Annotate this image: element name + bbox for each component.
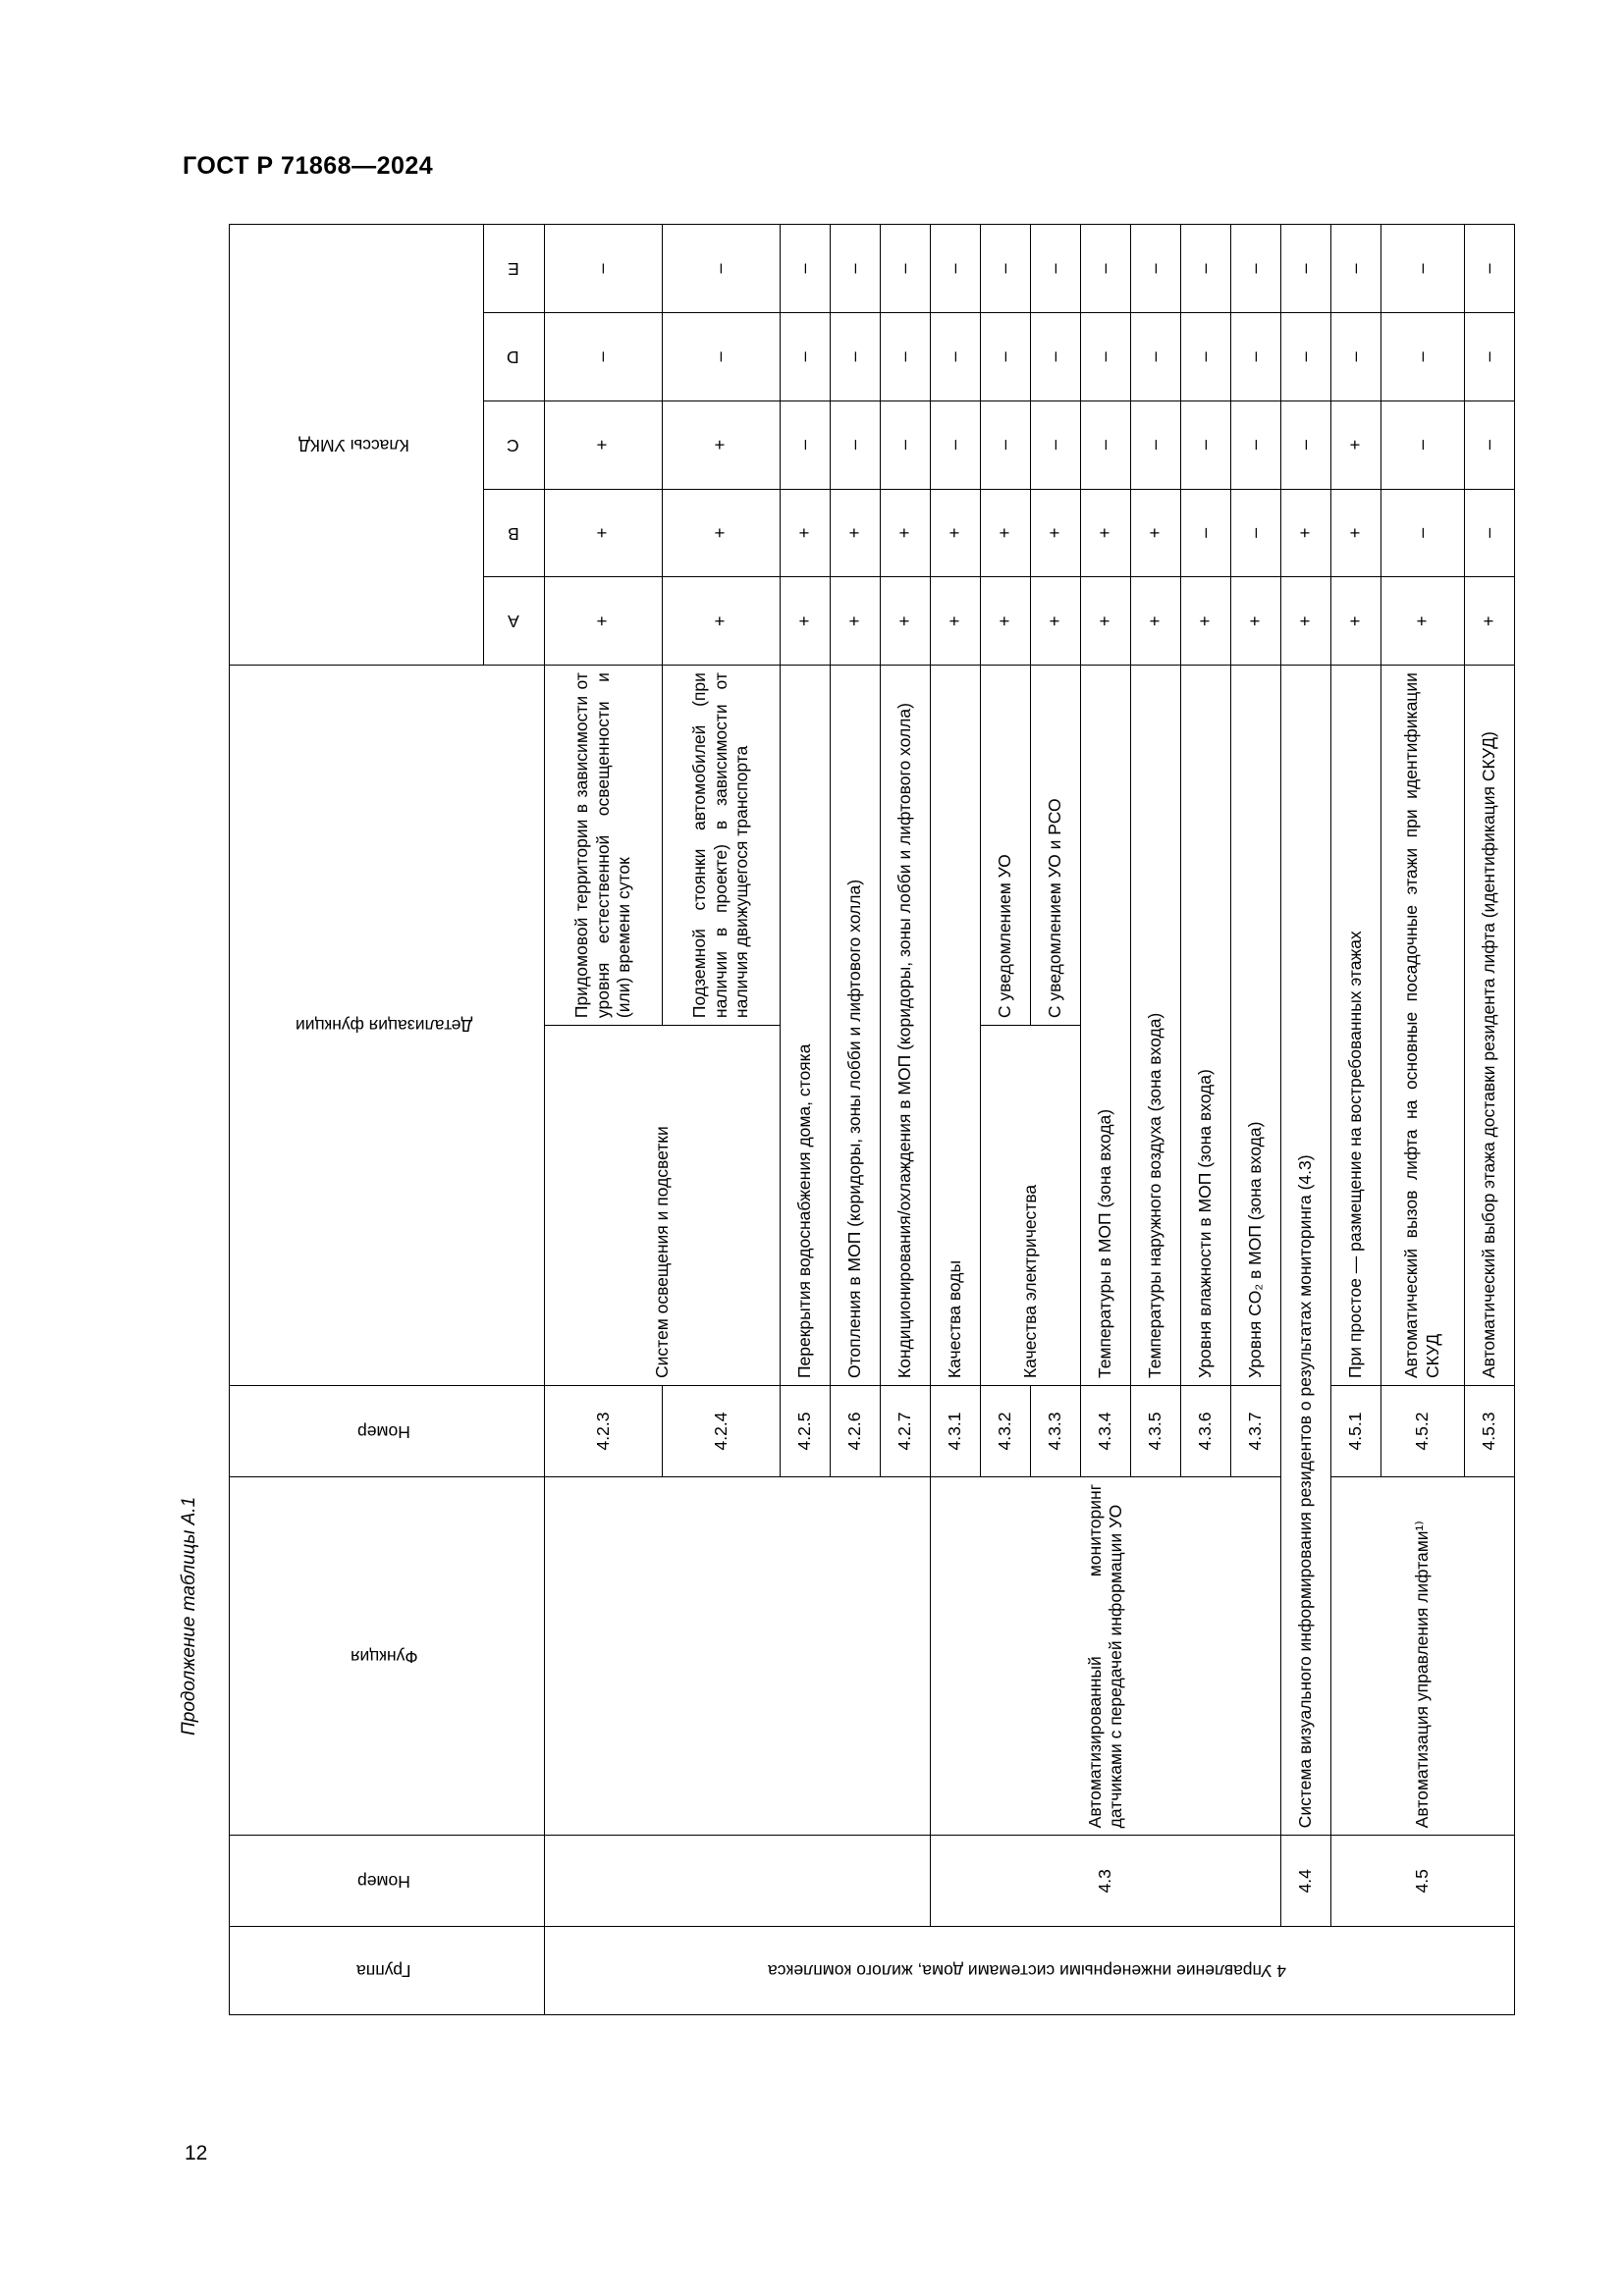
class-d-mark: –: [662, 312, 780, 400]
detail-full: Кондиционирования/охлаждения в МОП (коридоры, зоны лобби и лифтового холла): [881, 666, 931, 1386]
class-b-mark: +: [1030, 489, 1080, 577]
detail-right: Подземной стоянки автомобилей (при наличии в проекте) в зависимости от наличия движущегося транспорта: [662, 666, 780, 1026]
function-number: 4.4: [1280, 1836, 1330, 1927]
item-number: 4.5.1: [1330, 1386, 1380, 1477]
table-continuation-label: Продолжение таблицы А.1: [179, 1496, 199, 1735]
class-a-mark: +: [1080, 577, 1130, 666]
class-b-mark: +: [781, 489, 831, 577]
header-group: Группа: [230, 1927, 545, 2015]
class-a-mark: +: [1380, 577, 1464, 666]
class-e-mark: –: [1280, 225, 1330, 313]
item-number: 4.3.7: [1230, 1386, 1280, 1477]
class-e-mark: –: [1130, 225, 1180, 313]
class-e-mark: –: [980, 225, 1030, 313]
class-d-mark: –: [1180, 312, 1230, 400]
class-b-mark: +: [1280, 489, 1330, 577]
detail-right: С уведомлением УО и РСО: [1030, 666, 1080, 1026]
class-a-mark: +: [1130, 577, 1180, 666]
header-detail: Детализация функции: [230, 666, 545, 1386]
group-title: Управление инженерными системами дома, жилого комплекса: [767, 1961, 1272, 1982]
table-row: [544, 225, 662, 2015]
item-number: 4.3.1: [931, 1386, 981, 1477]
class-b-mark: +: [980, 489, 1030, 577]
class-c-mark: –: [1080, 400, 1130, 489]
class-e-mark: –: [1464, 225, 1514, 313]
class-c-mark: +: [662, 400, 780, 489]
header-class-c: C: [483, 400, 544, 489]
class-b-mark: +: [931, 489, 981, 577]
table-header-row-1: [230, 225, 484, 2015]
class-a-mark: +: [931, 577, 981, 666]
detail-right: Придомовой территории в зависимости от уровня естественной освещенности и (или) времени суток: [544, 666, 662, 1026]
class-d-mark: –: [980, 312, 1030, 400]
class-a-mark: +: [1330, 577, 1380, 666]
class-a-mark: +: [1230, 577, 1280, 666]
item-number: 4.2.7: [881, 1386, 931, 1477]
class-b-mark: +: [831, 489, 881, 577]
detail-right: С уведомлением УО: [980, 666, 1030, 1026]
class-a-mark: +: [781, 577, 831, 666]
class-c-mark: +: [544, 400, 662, 489]
header-class-a: A: [483, 577, 544, 666]
function-title-cell: [544, 1476, 930, 1835]
page-number: 12: [185, 2142, 208, 2164]
item-number: 4.3.2: [980, 1386, 1030, 1477]
class-e-mark: –: [1030, 225, 1080, 313]
class-b-mark: +: [1080, 489, 1130, 577]
page-title: ГОСТ Р 71868—2024: [183, 152, 434, 180]
table-rotated-wrapper: [229, 224, 1515, 2015]
header-classes: Классы УМКД: [230, 225, 484, 666]
group-cell: [544, 1927, 1514, 2015]
class-d-mark: –: [1030, 312, 1080, 400]
class-e-mark: –: [544, 225, 662, 313]
class-c-mark: –: [1380, 400, 1464, 489]
class-d-mark: –: [1330, 312, 1380, 400]
class-b-mark: –: [1180, 489, 1230, 577]
class-a-mark: +: [1464, 577, 1514, 666]
item-number: 4.2.4: [662, 1386, 780, 1477]
group-number: 4: [1275, 1961, 1286, 1982]
class-b-mark: –: [1464, 489, 1514, 577]
class-c-mark: –: [1280, 400, 1330, 489]
class-d-mark: –: [1280, 312, 1330, 400]
item-number: 4.3.3: [1030, 1386, 1080, 1477]
detail-full: Автоматический выбор этажа доставки резидента лифта (идентификация СКУД): [1464, 666, 1514, 1386]
class-c-mark: –: [980, 400, 1030, 489]
class-e-mark: –: [881, 225, 931, 313]
class-d-mark: –: [1230, 312, 1280, 400]
detail-left: Качества электричества: [980, 1026, 1080, 1386]
class-b-mark: +: [1130, 489, 1180, 577]
function-number-cell: [544, 1836, 930, 1927]
detail-full: Уровня CO₂ в МОП (зона входа): [1230, 666, 1280, 1386]
class-a-mark: +: [1280, 577, 1330, 666]
class-c-mark: +: [1330, 400, 1380, 489]
class-c-mark: –: [1180, 400, 1230, 489]
function-number: 4.5: [1330, 1836, 1514, 1927]
class-d-mark: –: [1464, 312, 1514, 400]
class-e-mark: –: [1180, 225, 1230, 313]
item-number: 4.5.2: [1380, 1386, 1464, 1477]
class-d-mark: –: [544, 312, 662, 400]
detail-full: Температуры в МОП (зона входа): [1080, 666, 1130, 1386]
class-e-mark: –: [831, 225, 881, 313]
class-c-mark: –: [1130, 400, 1180, 489]
class-d-mark: –: [831, 312, 881, 400]
class-d-mark: –: [1380, 312, 1464, 400]
header-class-d: D: [483, 312, 544, 400]
header-class-b: B: [483, 489, 544, 577]
detail-full: Отопления в МОП (коридоры, зоны лобби и лифтового холла): [831, 666, 881, 1386]
class-c-mark: –: [831, 400, 881, 489]
class-d-mark: –: [781, 312, 831, 400]
class-c-mark: –: [781, 400, 831, 489]
class-b-mark: +: [662, 489, 780, 577]
class-c-mark: –: [931, 400, 981, 489]
class-e-mark: –: [662, 225, 780, 313]
class-e-mark: –: [1330, 225, 1380, 313]
item-number: 4.3.5: [1130, 1386, 1180, 1477]
class-a-mark: +: [662, 577, 780, 666]
header-item-number: Номер: [230, 1386, 545, 1477]
detail-full: При простое — размещение на востребованных этажах: [1330, 666, 1380, 1386]
class-a-mark: +: [1180, 577, 1230, 666]
table-row: [1280, 225, 1330, 2015]
item-number: 4.3.4: [1080, 1386, 1130, 1477]
detail-full: Перекрытия водоснабжения дома, стояка: [781, 666, 831, 1386]
table-row: [931, 225, 981, 2015]
class-e-mark: –: [1230, 225, 1280, 313]
function-title: Автоматизация управления лифтами¹⁾: [1330, 1476, 1514, 1835]
detail-full: Автоматический вызов лифта на основные посадочные этажи при идентификации СКУД: [1380, 666, 1464, 1386]
class-b-mark: +: [881, 489, 931, 577]
class-d-mark: –: [1080, 312, 1130, 400]
function-number: 4.3: [931, 1836, 1281, 1927]
detail-full: Температуры наружного воздуха (зона входа): [1130, 666, 1180, 1386]
item-number: 4.2.3: [544, 1386, 662, 1477]
item-number: 4.2.6: [831, 1386, 881, 1477]
detail-full: Уровня влажности в МОП (зона входа): [1180, 666, 1230, 1386]
item-number: 4.3.6: [1180, 1386, 1230, 1477]
detail-full: Качества воды: [931, 666, 981, 1386]
class-a-mark: +: [831, 577, 881, 666]
table-row: [1330, 225, 1380, 2015]
item-number: 4.2.5: [781, 1386, 831, 1477]
class-a-mark: +: [881, 577, 931, 666]
header-class-e: E: [483, 225, 544, 313]
class-b-mark: –: [1380, 489, 1464, 577]
function-title: Система визуального информирования резидентов о результатах мониторинга (4.3): [1280, 666, 1330, 1836]
class-b-mark: –: [1230, 489, 1280, 577]
detail-left: Систем освещения и подсветки: [544, 1026, 781, 1386]
class-c-mark: –: [881, 400, 931, 489]
header-function: Функция: [230, 1476, 545, 1835]
class-a-mark: +: [544, 577, 662, 666]
class-e-mark: –: [1080, 225, 1130, 313]
item-number: 4.5.3: [1464, 1386, 1514, 1477]
class-b-mark: +: [1330, 489, 1380, 577]
class-e-mark: –: [931, 225, 981, 313]
class-c-mark: –: [1030, 400, 1080, 489]
class-d-mark: –: [1130, 312, 1180, 400]
header-group-number: Номер: [230, 1836, 545, 1927]
annex-table-a1: [229, 224, 1515, 2015]
class-c-mark: –: [1230, 400, 1280, 489]
class-b-mark: +: [544, 489, 662, 577]
class-e-mark: –: [1380, 225, 1464, 313]
class-e-mark: –: [781, 225, 831, 313]
class-a-mark: +: [980, 577, 1030, 666]
class-c-mark: –: [1464, 400, 1514, 489]
class-d-mark: –: [931, 312, 981, 400]
class-a-mark: +: [1030, 577, 1080, 666]
class-d-mark: –: [881, 312, 931, 400]
function-title: Автоматизированный мониторинг датчиками с передачей информации УО: [931, 1476, 1281, 1835]
